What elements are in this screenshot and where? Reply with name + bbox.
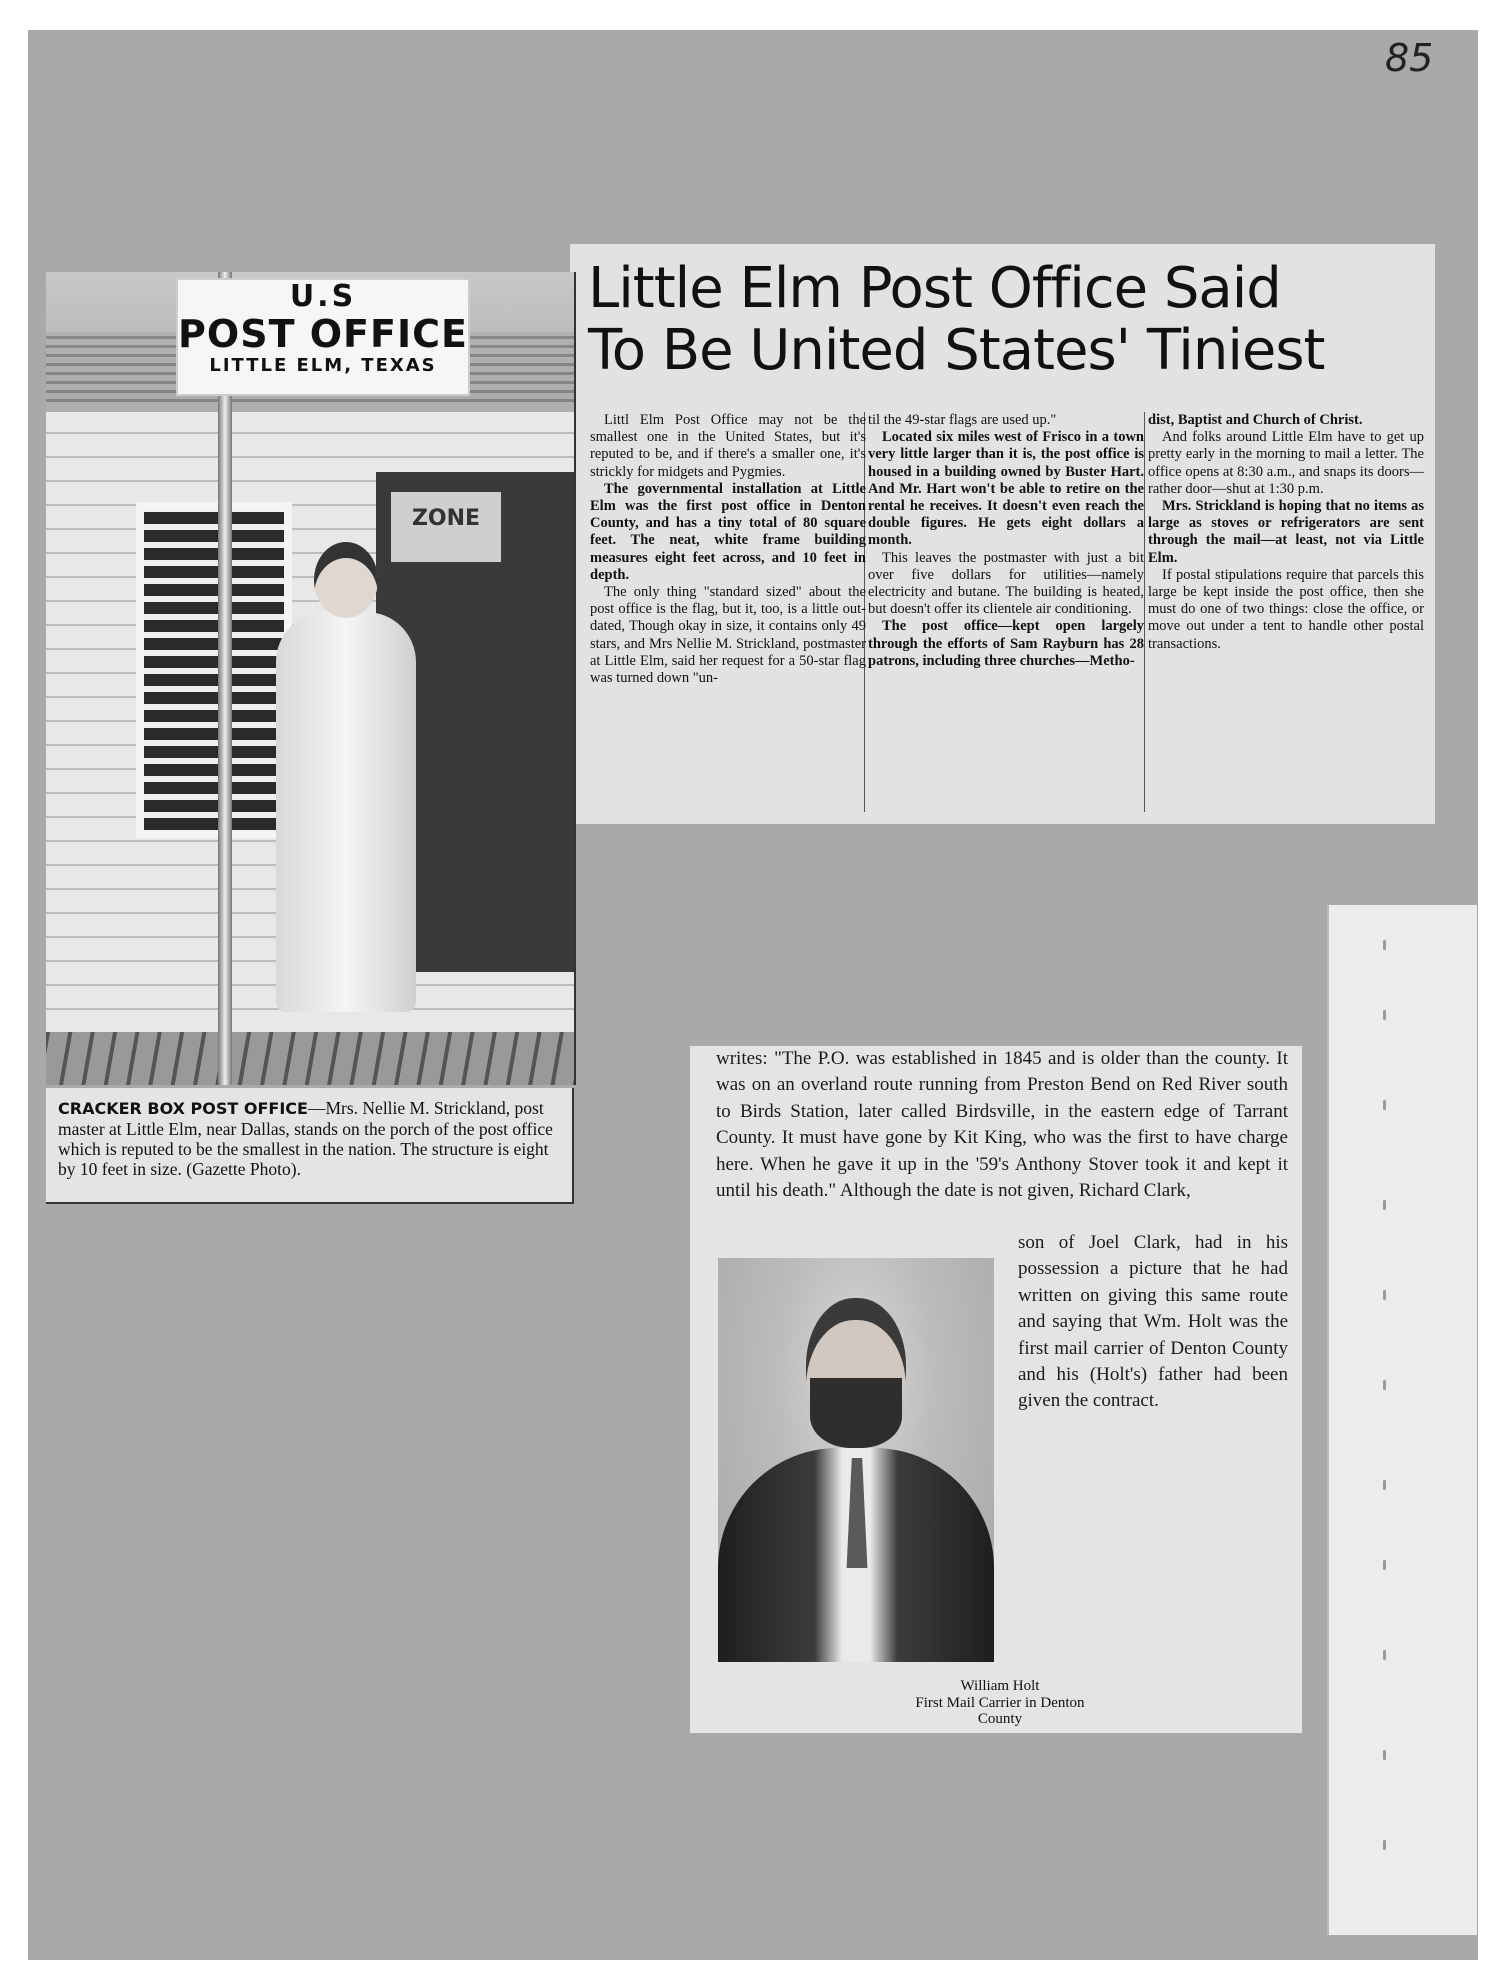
binding-strip <box>1327 905 1477 1935</box>
binding-hole <box>1383 940 1386 950</box>
portrait-beard <box>810 1378 902 1448</box>
porch-floor <box>46 1032 574 1085</box>
caption-lead: CRACKER BOX POST OFFICE <box>58 1099 308 1118</box>
paragraph: Mrs. Strickland is hoping that no items as large as stoves or refrigerators are sent through the mail—at least, not via Little Elm. <box>1148 498 1424 566</box>
binding-hole <box>1383 1290 1386 1300</box>
paragraph: The only thing "standard sized" about the post office is the flag, but it, too, is a little out-dated, Though okay in size, it contains only 49 stars, and Mrs Nellie M. Strickland, postmaster at Little Elm, said her request for a 50-star flag was turned down "un- <box>590 584 866 687</box>
article-headline <box>588 258 1428 382</box>
article-column-1 <box>590 412 866 687</box>
binding-hole <box>1383 1480 1386 1490</box>
post-office-photo <box>46 272 576 1085</box>
paragraph: The post office—kept open largely through the efforts of Sam Rayburn has 28 patrons, including three churches—Metho- <box>868 618 1144 669</box>
caption-text: —Mrs. Nellie M. Strickland, post master at Little Elm, near Dallas, stands on the porch of the post office which is reputed to be the smallest in the nation. The structure is eight by 10 feet in size. (Gazette Photo). <box>58 1098 553 1179</box>
article-column-2 <box>868 412 1144 670</box>
woman-figure <box>276 612 416 1012</box>
window <box>136 502 292 838</box>
page-number: 85 <box>1385 36 1434 80</box>
paragraph: This leaves the postmaster with just a bit over five dollars for utilities—namely electricity and butane. The building is heated, but doesn't offer its clientele air conditioning. <box>868 549 1144 618</box>
history-text-narrow: son of Joel Clark, had in his possession a picture that he had written on giving this same route and saying that Wm. Holt was the first mail carrier of Denton County and his (Holt's) father had been given the contract. <box>1018 1232 1288 1412</box>
binding-hole <box>1383 1100 1386 1110</box>
history-text-wide: writes: "The P.O. was established in 1845 and is older than the county. It was on an overland route running from Preston Bend on Red River south to Birds Station, later called Birdsville, in the eastern edge of Tarrant County. It must have gone by Kit King, who was the first to have charge here. When he gave it up in the '59's Anthony Stover took it and kept it until his death." Although the date is not given, Richard Clark, <box>716 1048 1288 1202</box>
binding-hole <box>1383 1560 1386 1570</box>
paragraph: dist, Baptist and Church of Christ. <box>1148 412 1363 428</box>
headline-line-1: Little Elm Post Office Said <box>588 256 1281 321</box>
paragraph: til the 49-star flags are used up." <box>868 412 1057 428</box>
post-office-sign: U.S POST OFFICE LITTLE ELM, TEXAS <box>176 278 470 396</box>
binding-hole <box>1383 1380 1386 1390</box>
paragraph: The governmental installation at Little Elm was the first post office in Denton County, and has a tiny total of 80 square feet. The neat, white frame building measures eight feet across, and 10 feet in depth. <box>590 480 866 583</box>
paragraph: And folks around Little Elm have to get up pretty early in the morning to mail a letter. The office opens at 8:30 a.m., and snaps its doors—rather door—shut at 1:30 p.m. <box>1148 429 1424 497</box>
zone-sign: ZONE <box>391 492 501 562</box>
paragraph: If postal stipulations require that parcels this large be kept inside the post office, then she must do one of two things: close the office, or move out under a tent to handle other postal transactions. <box>1148 566 1424 652</box>
portrait-caption: William Holt First Mail Carrier in Denton County <box>915 1678 1085 1727</box>
woman-head <box>314 542 378 618</box>
binding-hole <box>1383 1010 1386 1020</box>
paragraph: Littl Elm Post Office may not be the smallest one in the United States, but it's reputed to be, and if there's a smaller one, it's strickly for midgets and Pygmies. <box>590 412 866 480</box>
column-rule <box>1144 412 1145 812</box>
binding-hole <box>1383 1200 1386 1210</box>
article-column-3 <box>1148 412 1424 653</box>
paragraph: Located six miles west of Frisco in a town very little larger than it is, the post office is housed in a building owned by Buster Hart. And Mr. Hart won't be able to retire on the rental he receives. It doesn't even reach the double figures. He gets eight dollars a month. <box>868 429 1144 549</box>
william-holt-portrait <box>718 1258 994 1662</box>
headline-line-2: To Be United States' Tiniest <box>588 318 1325 383</box>
binding-hole <box>1383 1840 1386 1850</box>
binding-hole <box>1383 1750 1386 1760</box>
binding-hole <box>1383 1650 1386 1660</box>
photo-caption <box>46 1088 574 1204</box>
